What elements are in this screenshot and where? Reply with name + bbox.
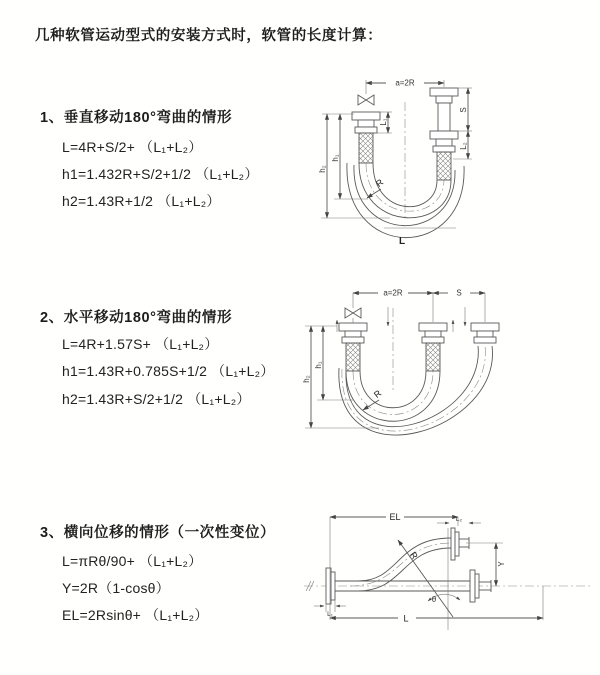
dim-label-l2: L₂ [455, 516, 463, 523]
dim-h1-h2 [302, 326, 379, 428]
left-flange [326, 568, 335, 604]
dim-label-h2: h₂ [302, 375, 311, 383]
dim-label-l1: L₁ [379, 118, 388, 126]
right-fitting [430, 88, 458, 180]
hose-s-curve [350, 538, 451, 591]
page-title: 几种软管运动型式的安装方式时，软管的长度计算： [35, 28, 383, 44]
dim-label-l2: L₂ [459, 142, 468, 150]
upper-flange [451, 528, 469, 560]
section3-formula-L: L=πRθ/90+ （L₁+L₂） [62, 553, 203, 569]
axis-centerline [304, 581, 590, 591]
diagram-lateral-displacement [298, 502, 598, 647]
dim-s [453, 88, 472, 159]
dim-radius [367, 177, 386, 198]
section2-formula-h2: h2=1.43R+S/2+1/2 （L₁+L₂） [62, 391, 251, 407]
section1-formula-h1: h1=1.432R+S/2+1/2 （L₁+L₂） [62, 166, 259, 182]
valve-icon [358, 95, 374, 105]
dim-label-h1: h₁ [314, 361, 323, 369]
dim-label-h1: h₁ [331, 154, 340, 162]
dim-radius [363, 388, 384, 410]
left-fitting [352, 112, 380, 163]
moved-fitting [471, 323, 499, 343]
diagram-horizontal-180-bend [293, 280, 588, 458]
valve-icon [345, 308, 361, 323]
section1-formula-L: L=4R+S/2+ （L₁+L₂） [62, 139, 203, 155]
section2-heading: 2、水平移动180°弯曲的情形 [40, 310, 233, 326]
section3-formula-Y: Y=2R（1-cosθ） [62, 580, 170, 596]
diagram-vertical-180-bend [298, 66, 563, 261]
section2-formula-h1: h1=1.43R+0.785S+1/2 （L₁+L₂） [62, 363, 275, 379]
section1-formula-h2: h2=1.43R+1/2 （L₁+L₂） [62, 193, 221, 209]
dim-label-r: R [371, 388, 384, 400]
dim-label-r: R [407, 549, 420, 561]
dim-label-y: Y [497, 561, 506, 567]
dim-label-h2: h₂ [318, 165, 327, 173]
section1-heading: 1、垂直移动180°弯曲的情形 [40, 110, 233, 126]
section2-formula-L: L=4R+1.57S+ （L₁+L₂） [62, 336, 219, 352]
dim-label-span: a=2R [395, 78, 415, 88]
section3-formula-EL: EL=2Rsinθ+ （L₁+L₂） [62, 607, 209, 623]
dim-label-span: a=2R [383, 288, 403, 298]
dim-label-theta: θ [431, 595, 437, 604]
dim-label-length: L [398, 236, 406, 247]
dim-label-l1: L₁ [327, 611, 333, 618]
hose-curves [339, 346, 493, 435]
dim-length [330, 586, 543, 624]
dim-length [384, 228, 456, 247]
dim-el [330, 512, 458, 620]
section3-heading: 3、横向位移的情形（一次性变位） [40, 525, 276, 541]
dim-label-length: L [403, 613, 409, 624]
dim-label-s: S [459, 107, 468, 113]
dim-label-r: R [373, 177, 386, 189]
middle-fitting [419, 323, 447, 371]
dim-label-el: EL [389, 512, 401, 522]
left-fitting [339, 323, 367, 371]
dim-label-s: S [456, 288, 462, 298]
